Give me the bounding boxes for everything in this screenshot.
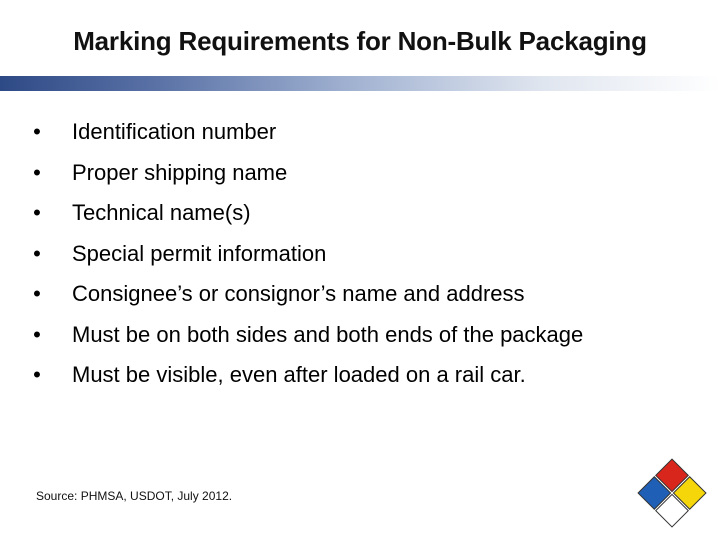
bullet-item xyxy=(30,280,690,307)
page-number: 52 xyxy=(663,508,677,520)
bullet-item xyxy=(30,240,690,267)
bullet-text: Technical name(s) xyxy=(72,200,251,225)
slide-title: Marking Requirements for Non-Bulk Packaging xyxy=(73,26,647,56)
bullet-item xyxy=(30,361,690,388)
bullet-item xyxy=(30,159,690,186)
bullet-dot-icon: • xyxy=(33,159,41,185)
bullet-text: Special permit information xyxy=(72,240,327,266)
bullet-item xyxy=(30,199,690,226)
bullet-dot-icon: • xyxy=(33,321,41,347)
bullet-text: Must be visible, even after loaded on a rail car. xyxy=(72,362,526,387)
bullet-dot-icon: • xyxy=(33,200,41,225)
bullet-list xyxy=(30,118,690,402)
source-citation: Source: PHMSA, USDOT, July 2012. xyxy=(36,489,233,503)
bullet-item xyxy=(30,321,690,348)
bullet-text: Must be on both sides and both ends of the package xyxy=(72,321,584,347)
bullet-text: Identification number xyxy=(72,119,277,144)
bullet-text: Consignee’s or consignor’s name and address xyxy=(72,281,525,306)
title-underline-bar xyxy=(0,76,720,91)
bullet-dot-icon: • xyxy=(33,240,41,266)
bullet-dot-icon: • xyxy=(33,362,41,387)
bullet-item xyxy=(30,118,690,145)
bullet-text: Proper shipping name xyxy=(72,159,288,185)
bullet-dot-icon: • xyxy=(33,281,41,306)
bullet-dot-icon: • xyxy=(33,119,41,144)
